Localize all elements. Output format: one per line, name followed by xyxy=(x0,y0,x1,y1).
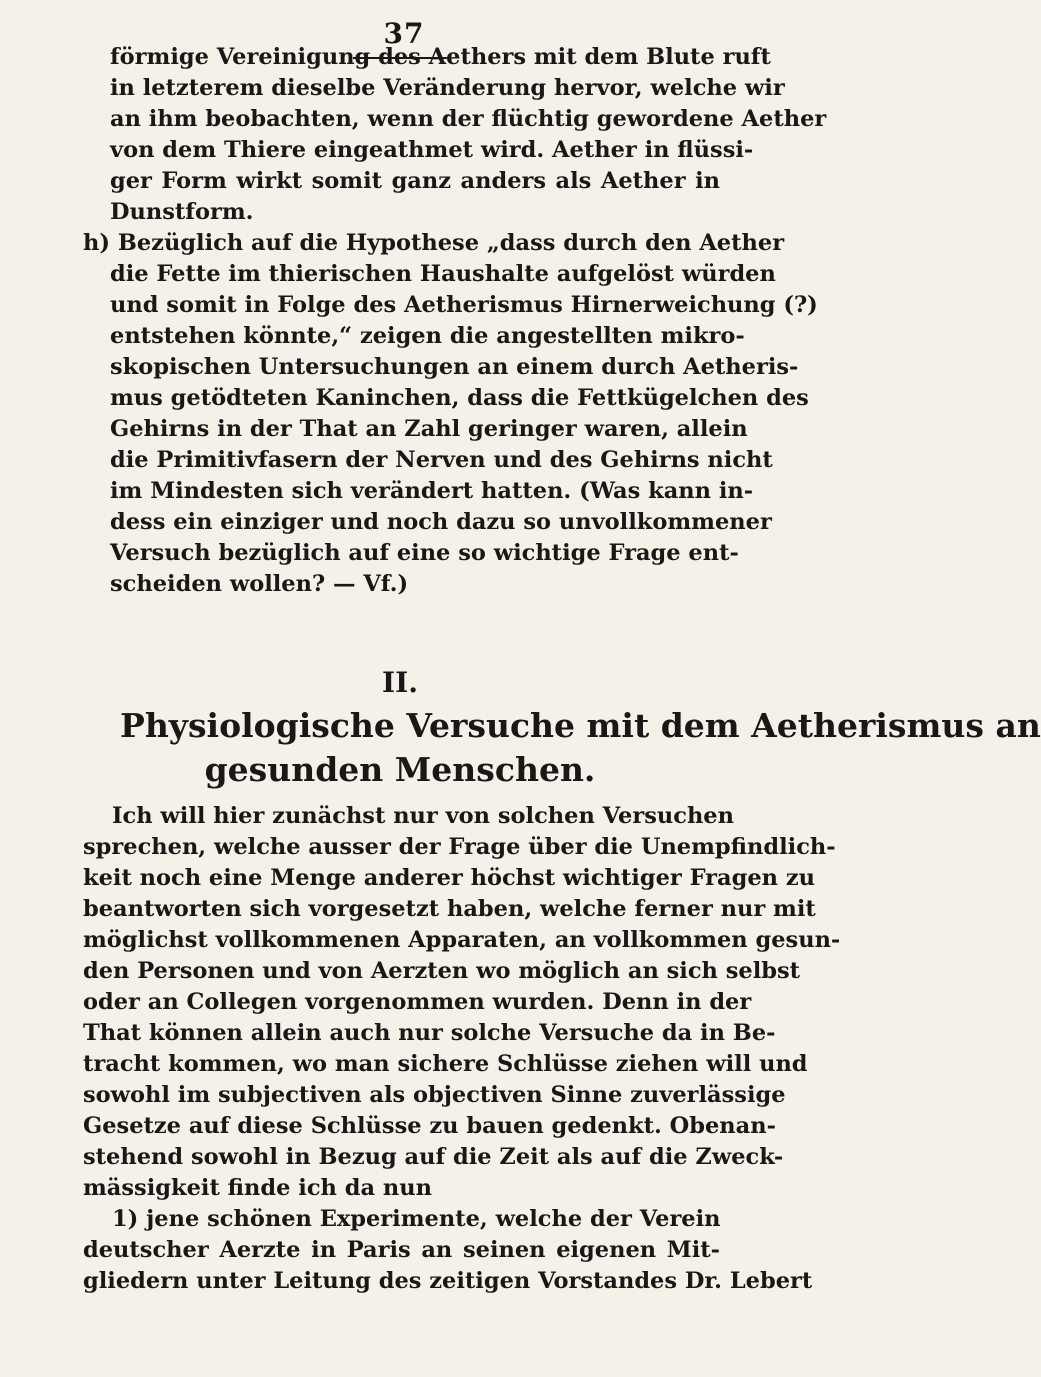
text-line: von dem Thiere eingeathmet wird. Aether in flüssi- xyxy=(110,137,754,163)
text-line: entstehen könnte,“ zeigen die angestellten mikro- xyxy=(110,323,745,349)
text-line: h) Bezüglich auf die Hypothese „dass durch den Aether xyxy=(83,230,785,256)
text-line: den Personen und von Aerzten wo möglich an sich selbst xyxy=(83,958,801,984)
text-line: Ich will hier zunächst nur von solchen Versuchen xyxy=(112,803,734,829)
text-line: skopischen Untersuchungen an einem durch Aetheris- xyxy=(110,354,799,380)
text-line: förmige Vereinigung des Aethers mit dem Blute ruft xyxy=(110,44,771,70)
text-line: mus getödteten Kaninchen, dass die Fettkügelchen des xyxy=(110,385,809,411)
section-heading-line-2: gesunden Menschen. xyxy=(204,750,596,789)
text-line: keit noch eine Menge anderer höchst wichtiger Fragen zu xyxy=(83,865,815,891)
section-number: II. xyxy=(382,666,418,699)
text-line: Gesetze auf diese Schlüsse zu bauen gedenkt. Obenan- xyxy=(83,1113,776,1139)
text-line: die Fette im thierischen Haushalte aufgelöst würden xyxy=(110,261,776,287)
text-line: mässigkeit finde ich da nun xyxy=(83,1175,432,1201)
text-line: tracht kommen, wo man sichere Schlüsse ziehen will und xyxy=(83,1051,808,1077)
text-line: deutscher Aerzte in Paris an seinen eigenen Mit- xyxy=(83,1237,720,1263)
text-line: sowohl im subjectiven als objectiven Sinne zuverlässige xyxy=(83,1082,786,1108)
text-line: gliedern unter Leitung des zeitigen Vorstandes Dr. Lebert xyxy=(83,1268,813,1294)
text-line: stehend sowohl in Bezug auf die Zeit als auf die Zweck- xyxy=(83,1144,784,1170)
text-line: beantworten sich vorgesetzt haben, welche ferner nur mit xyxy=(83,896,816,922)
text-line: ger Form wirkt somit ganz anders als Aether in xyxy=(110,168,720,194)
text-line: oder an Collegen vorgenommen wurden. Denn in der xyxy=(83,989,752,1015)
text-line: die Primitivfasern der Nerven und des Gehirns nicht xyxy=(110,447,773,473)
text-line: dess ein einziger und noch dazu so unvollkommener xyxy=(110,509,772,535)
text-line: 1) jene schönen Experimente, welche der Verein xyxy=(112,1206,721,1232)
text-line: an ihm beobachten, wenn der flüchtig gewordene Aether xyxy=(110,106,827,132)
text-line: scheiden wollen? — Vf.) xyxy=(110,571,409,597)
section-heading-line-1: Physiologische Versuche mit dem Aetherismus an xyxy=(120,706,1041,745)
page-number: 37 xyxy=(383,17,425,50)
text-line: Dunstform. xyxy=(110,199,254,225)
text-line: sprechen, welche ausser der Frage über die Unempfindlich- xyxy=(83,834,836,860)
text-line: That können allein auch nur solche Versuche da in Be- xyxy=(83,1020,776,1046)
text-line: und somit in Folge des Aetherismus Hirnerweichung (?) xyxy=(110,292,818,318)
text-line: Versuch bezüglich auf eine so wichtige Frage ent- xyxy=(110,540,739,566)
text-line: im Mindesten sich verändert hatten. (Was kann in- xyxy=(110,478,754,504)
text-line: in letzterem dieselbe Veränderung hervor, welche wir xyxy=(110,75,785,101)
text-line: möglichst vollkommenen Apparaten, an vollkommen gesun- xyxy=(83,927,841,953)
text-line: Gehirns in der That an Zahl geringer waren, allein xyxy=(110,416,748,442)
